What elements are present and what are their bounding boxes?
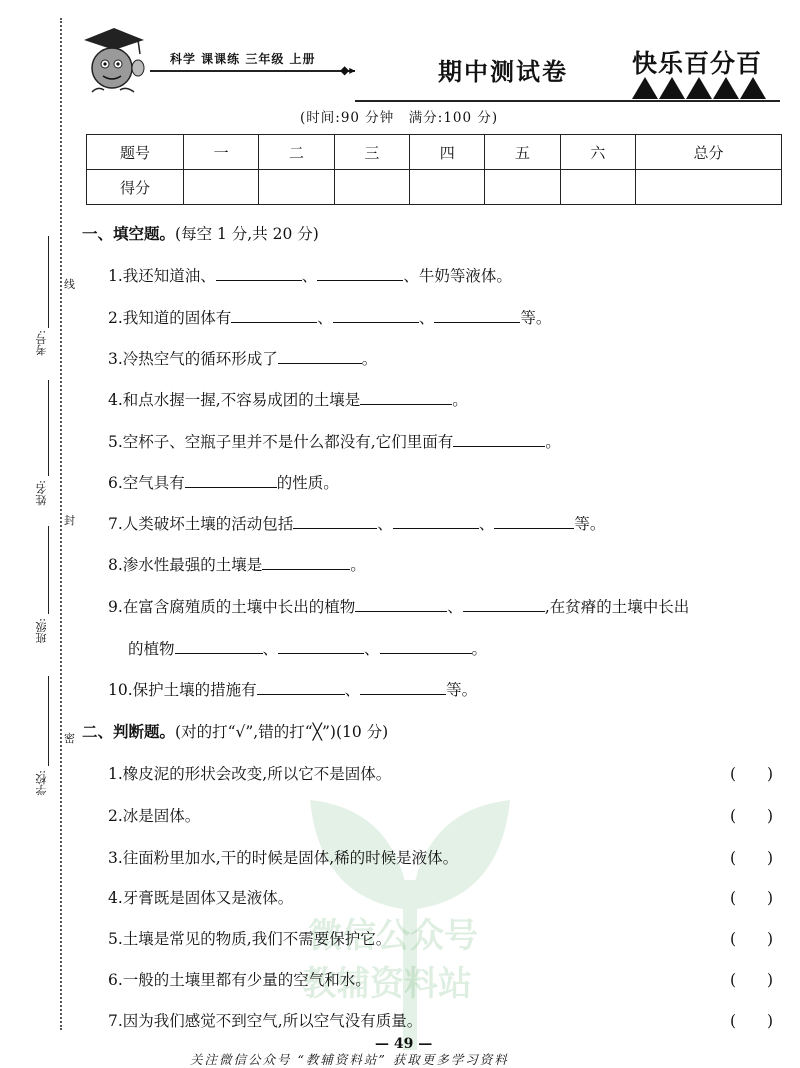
answer-blank[interactable] (231, 308, 317, 323)
fill-question-5 (108, 430, 561, 452)
score-table-row (87, 170, 782, 205)
q10-text: 10.保护土壤的措施有 (108, 681, 257, 699)
section2-title: 二、判断题。 (82, 722, 176, 741)
answer-parentheses[interactable]: ( ) (730, 1012, 774, 1030)
triangle-icon (659, 77, 685, 99)
fill-question-1 (108, 264, 512, 286)
watermark-text-line1: 微信公众号 (308, 916, 478, 956)
judge-question: 4.牙膏既是固体又是液体。 (108, 889, 294, 907)
fill-question-7 (108, 512, 605, 534)
fill-question-6 (108, 471, 339, 493)
score-header-cell: 四 (410, 135, 485, 170)
page-number: — 49 — (375, 1036, 433, 1052)
score-header-cell: 六 (560, 135, 635, 170)
q9-cont-text: 的植物 (128, 640, 175, 658)
class-rule (48, 526, 49, 614)
q9-tail: 。 (471, 640, 488, 658)
q1-sep: 、 (301, 267, 318, 285)
answer-blank[interactable] (355, 597, 447, 612)
triangle-icon (740, 77, 766, 99)
answer-blank[interactable] (185, 473, 277, 488)
answer-parentheses[interactable]: ( ) (730, 807, 774, 825)
judge-question: 3.往面粉里加水,干的时候是固体,稀的时候是液体。 (108, 849, 459, 867)
q7-tail: 等。 (574, 515, 606, 533)
answer-blank[interactable] (453, 432, 545, 447)
answer-parentheses[interactable]: ( ) (730, 930, 774, 948)
binding-dotted-line (60, 18, 62, 1030)
footer-note: 关注微信公众号 “教辅资料站” 获取更多学习资料 (190, 1052, 509, 1067)
section2-note: (对的打“√”,错的打“╳”)(10 分) (175, 723, 389, 741)
score-cell[interactable] (184, 170, 259, 205)
q8-text: 8.渗水性最强的土壤是 (108, 556, 263, 574)
q3-text: 3.冷热空气的循环形成了 (108, 350, 278, 368)
answer-blank[interactable] (434, 308, 520, 323)
section2-heading (82, 720, 388, 742)
score-cell[interactable] (410, 170, 485, 205)
answer-blank[interactable] (463, 597, 545, 612)
exam-number-label: 考号: (35, 330, 48, 356)
score-header-cell: 题号 (87, 135, 184, 170)
judge-question: 6.一般的土壤里都有少量的空气和水。 (108, 971, 371, 989)
score-table-header-row (87, 135, 782, 170)
section1-title: 一、填空题。 (82, 224, 176, 243)
q7-sep: 、 (377, 515, 393, 533)
score-header-cell: 五 (485, 135, 560, 170)
answer-parentheses[interactable]: ( ) (730, 971, 774, 989)
q4-tail: 。 (452, 391, 468, 409)
school-label: 学校: (35, 770, 48, 796)
series-label: 科学 课课练 三年级 上册 (170, 52, 316, 66)
fill-question-8 (108, 553, 366, 575)
answer-parentheses[interactable]: ( ) (730, 849, 774, 867)
answer-parentheses[interactable]: ( ) (730, 889, 774, 907)
answer-blank[interactable] (216, 266, 302, 281)
triangle-icon (713, 77, 739, 99)
score-cell[interactable] (636, 170, 782, 205)
score-header-cell: 一 (184, 135, 259, 170)
score-cell[interactable] (485, 170, 560, 205)
q9-sep: 、 (447, 598, 463, 616)
judge-question: 2.冰是固体。 (108, 807, 201, 825)
score-cell[interactable] (560, 170, 635, 205)
q2-tail: 等。 (520, 309, 552, 327)
score-header-cell: 总分 (636, 135, 782, 170)
answer-blank[interactable] (393, 514, 479, 529)
q2-sep: 、 (317, 309, 333, 327)
score-cell[interactable] (259, 170, 334, 205)
q8-tail: 。 (350, 556, 366, 574)
section1-note: (每空 1 分,共 20 分) (175, 225, 319, 243)
score-cell[interactable] (334, 170, 409, 205)
q1-text: 1.我还知道油、 (108, 267, 216, 285)
name-label: 姓名: (35, 480, 48, 506)
exam-number-rule (48, 236, 49, 328)
q10-tail: 等。 (446, 681, 478, 699)
q6-tail: 的性质。 (276, 474, 339, 492)
q9-text: 9.在富含腐殖质的土壤中长出的植物 (108, 598, 356, 616)
answer-blank[interactable] (360, 680, 446, 695)
q9-sep2: 、 (262, 640, 279, 658)
answer-blank[interactable] (380, 639, 472, 654)
answer-blank[interactable] (333, 308, 419, 323)
score-table (86, 134, 782, 205)
watermark-text-line2: 教辅资料站 (302, 964, 472, 1004)
fill-question-2 (108, 306, 551, 328)
answer-blank[interactable] (494, 514, 574, 529)
q9-sep3: 、 (364, 640, 380, 658)
arrow-decoration-icon: ◆▸ (340, 63, 356, 77)
fill-question-3 (108, 347, 377, 369)
answer-blank[interactable] (293, 514, 377, 529)
q2-text: 2.我知道的固体有 (108, 309, 232, 327)
answer-blank[interactable] (175, 639, 263, 654)
score-header-cell: 二 (259, 135, 334, 170)
score-header-cell: 三 (334, 135, 409, 170)
section1-heading (82, 222, 319, 244)
q6-text: 6.空气具有 (108, 474, 185, 492)
q10-sep: 、 (344, 681, 361, 699)
seal-seal-mark: 封 (64, 514, 75, 527)
q7-text: 7.人类破坏土壤的活动包括 (108, 515, 294, 533)
answer-blank[interactable] (317, 266, 403, 281)
fill-question-9 (108, 595, 689, 617)
name-rule (48, 380, 49, 476)
q1-tail: 、牛奶等液体。 (403, 267, 512, 285)
class-label: 班级: (35, 618, 48, 644)
answer-blank[interactable] (262, 555, 350, 570)
q5-tail: 。 (545, 433, 561, 451)
seal-secret-mark: 密 (64, 732, 75, 745)
q7-sep2: 、 (478, 515, 495, 533)
q4-text: 4.和点水握一握,不容易成团的土壤是 (108, 391, 361, 409)
q9-mid: ,在贫瘠的土壤中长出 (544, 598, 690, 616)
triangle-icon (632, 77, 658, 99)
exam-time-info: (时间:90 分钟 满分:100 分) (300, 110, 499, 126)
series-underline (150, 70, 355, 72)
q3-tail: 。 (361, 350, 378, 368)
brand-name: 快乐百分百 (632, 49, 763, 78)
answer-blank[interactable] (278, 349, 362, 364)
answer-parentheses[interactable]: ( ) (730, 765, 774, 783)
judge-question: 5.土壤是常见的物质,我们不需要保护它。 (108, 930, 392, 948)
page-title: 期中测试卷 (438, 58, 568, 86)
header-rule (355, 100, 780, 102)
score-row-label: 得分 (87, 170, 184, 205)
fill-question-10 (108, 678, 477, 700)
judge-question: 7.因为我们感觉不到空气,所以空气没有质量。 (108, 1012, 423, 1030)
school-rule (48, 676, 49, 766)
q2-sep2: 、 (418, 309, 435, 327)
answer-blank[interactable] (257, 680, 345, 695)
answer-blank[interactable] (360, 390, 452, 405)
mascot-graduate-icon (78, 24, 150, 96)
q5-text: 5.空杯子、空瓶子里并不是什么都没有,它们里面有 (108, 433, 454, 451)
triangle-icon (686, 77, 712, 99)
answer-blank[interactable] (278, 639, 364, 654)
fill-question-9-cont (128, 637, 487, 659)
fill-question-4 (108, 388, 468, 410)
judge-question: 1.橡皮泥的形状会改变,所以它不是固体。 (108, 765, 392, 783)
seal-line-mark: 线 (64, 278, 75, 291)
